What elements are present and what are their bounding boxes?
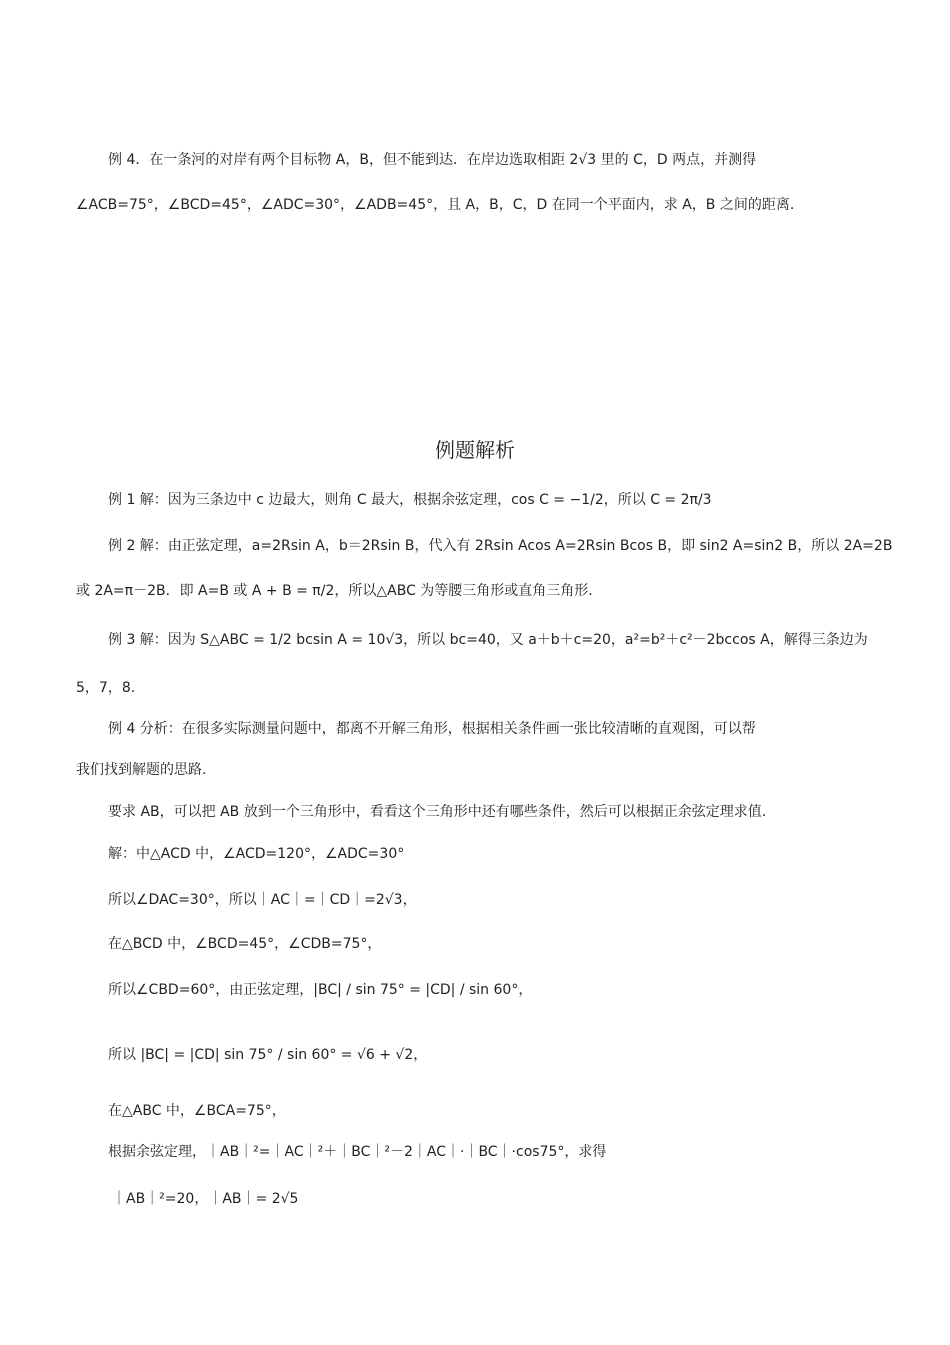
example-4-step-6: 在△ABC 中，∠BCA=75°，	[108, 1103, 286, 1119]
example-4-step-5: 所以 |BC| = |CD| sin 75° / sin 60° = √6 + √2，	[108, 1047, 428, 1063]
example-2-solution-line-1: 例 2 解：由正弦定理，a=2Rsin A，b＝2Rsin B，代入有 2Rsin Acos A=2Rsin Bcos B，即 sin2 A=sin2 B，所以 2A=2B	[108, 538, 893, 554]
example-4-analysis-line-2: 我们找到解题的思路.	[76, 762, 207, 778]
example-4-analysis-line-1: 例 4 分析：在很多实际测量问题中，都离不开解三角形，根据相关条件画一张比较清晰的直观图，可以帮	[108, 721, 756, 737]
example-4-step-2: 所以∠DAC=30°，所以｜AC｜=｜CD｜=2√3，	[108, 892, 417, 908]
example-4-step-1: 解：中△ACD 中，∠ACD=120°，∠ADC=30°	[108, 846, 405, 862]
example-2-solution-line-2: 或 2A=π－2B．即 A=B 或 A + B = π/2，所以△ABC 为等腰三角形或直角三角形.	[76, 583, 593, 599]
example-4-step-4: 所以∠CBD=60°，由正弦定理，|BC| / sin 75° = |CD| / sin 60°，	[108, 982, 533, 998]
example-1-solution: 例 1 解：因为三条边中 c 边最大，则角 C 最大，根据余弦定理，cos C = −1/2，所以 C = 2π/3	[108, 492, 712, 508]
example-4-analysis-line-3: 要求 AB，可以把 AB 放到一个三角形中，看看这个三角形中还有哪些条件，然后可以根据正余弦定理求值.	[108, 804, 767, 820]
example-4-step-3: 在△BCD 中，∠BCD=45°，∠CDB=75°，	[108, 936, 382, 952]
section-title: 例题解析	[435, 438, 515, 462]
example-3-solution-line-1: 例 3 解：因为 S△ABC = 1/2 bcsin A = 10√3，所以 bc=40，又 a＋b＋c=20，a²=b²＋c²－2bccos A，解得三条边为	[108, 632, 868, 648]
example-3-solution-line-2: 5，7，8.	[76, 680, 136, 696]
problem-4-line-1: 例 4．在一条河的对岸有两个目标物 A，B，但不能到达．在岸边选取相距 2√3 里的 C，D 两点，并测得	[108, 152, 757, 168]
example-4-step-8: ｜AB｜²=20，｜AB｜= 2√5	[112, 1191, 299, 1207]
problem-4-line-2: ∠ACB=75°，∠BCD=45°，∠ADC=30°，∠ADB=45°，且 A，B，C，D 在同一个平面内，求 A，B 之间的距离.	[76, 197, 795, 213]
example-4-step-7: 根据余弦定理，｜AB｜²=｜AC｜²＋｜BC｜²－2｜AC｜·｜BC｜·cos75°，求得	[108, 1144, 607, 1160]
